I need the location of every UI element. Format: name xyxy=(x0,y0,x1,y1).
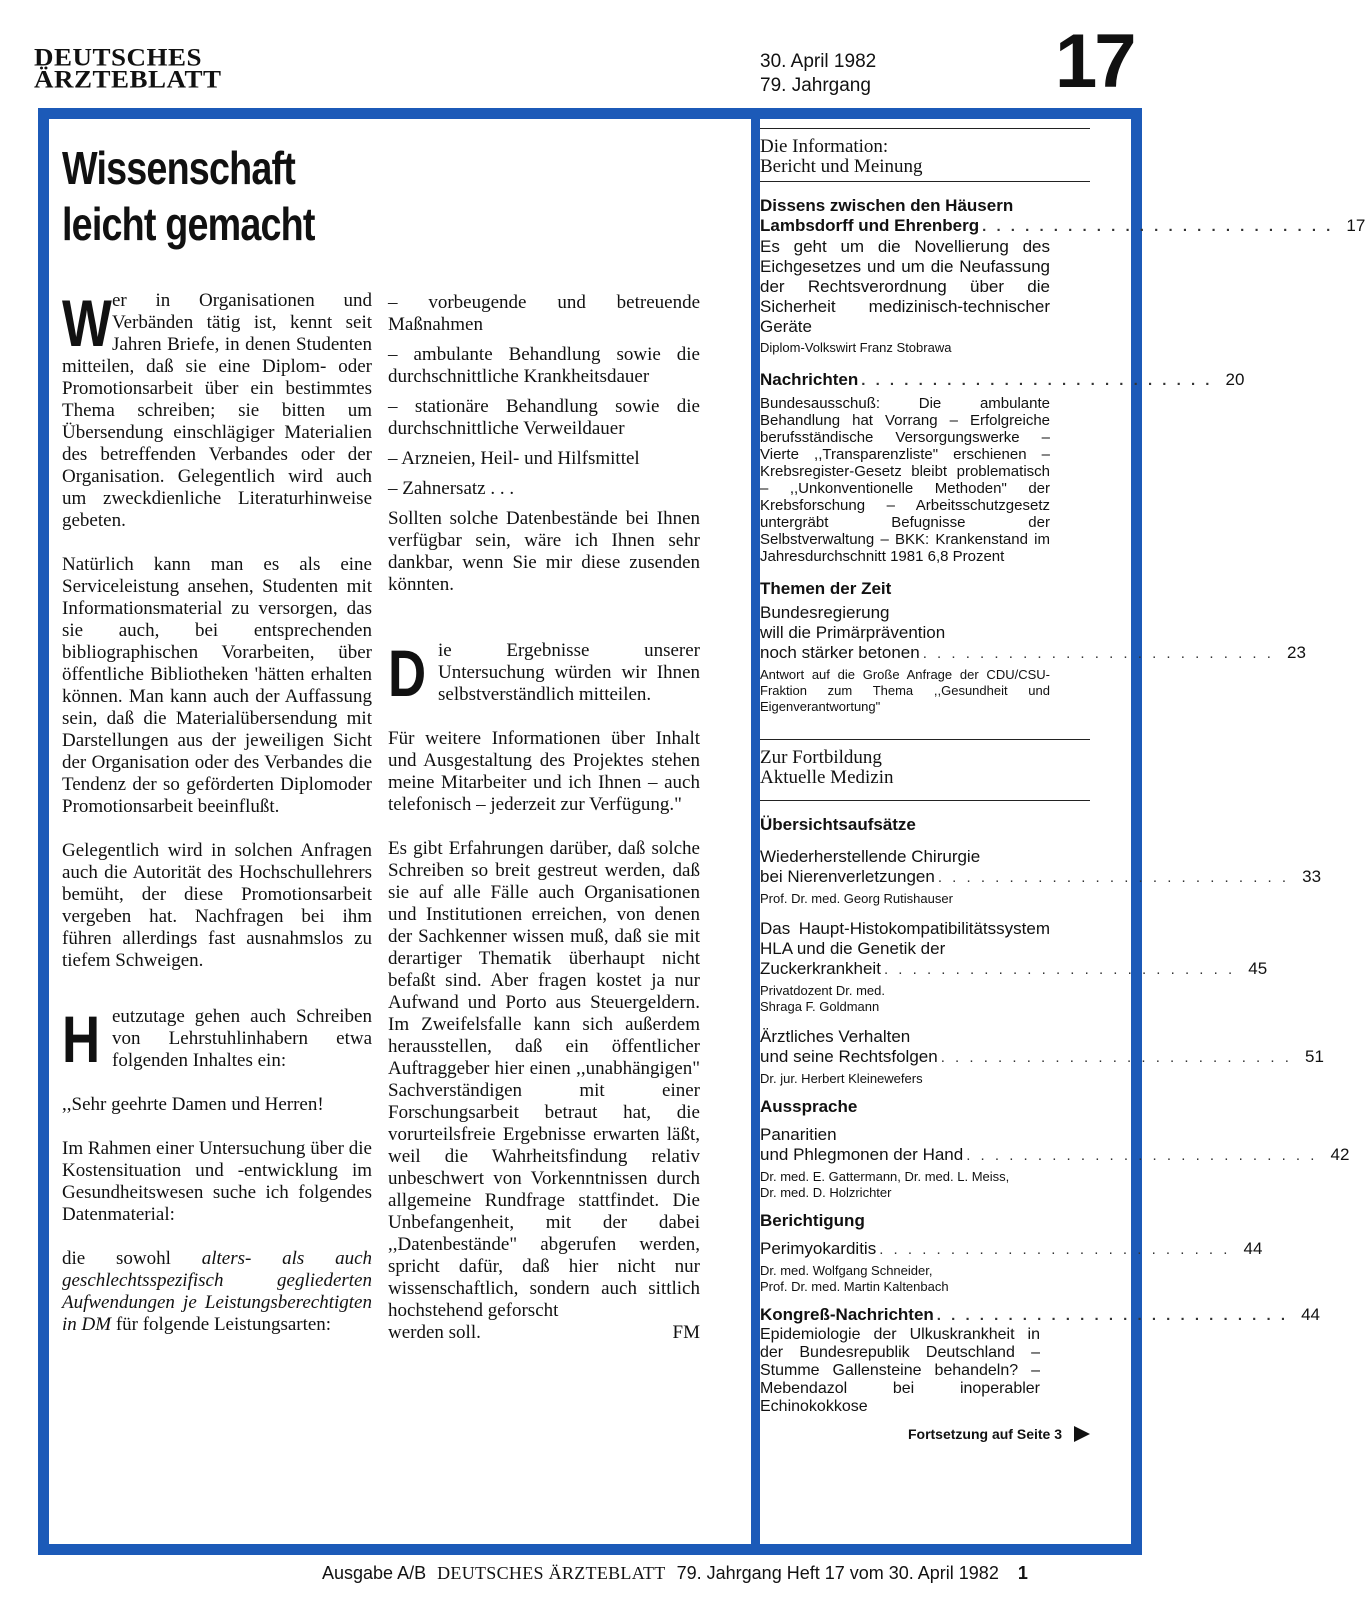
divider xyxy=(760,181,1090,182)
toc-entry-author: Shraga F. Goldmann xyxy=(760,999,880,1014)
toc-entry-line: und Phlegmonen der Hand xyxy=(760,1145,964,1164)
toc-entry[interactable] xyxy=(760,1211,1263,1295)
footer-masthead: DEUTSCHES ÄRZTEBLATT xyxy=(437,1563,666,1583)
paragraph: Für weitere Informationen über Inhalt und Ausgestaltung des Projektes stehen meine Mitarbeiter und ich Ihnen – auch telefonisch – jederzeit zur Verfügung." xyxy=(388,728,700,815)
toc-entry-author: Prof. Dr. med. Martin Kaltenbach xyxy=(760,1279,949,1294)
leader-dots: . . . . . . . . . . . . . . . . . . . . . . . . . xyxy=(936,1307,1289,1324)
headline-line2: leicht gemacht xyxy=(62,198,315,250)
toc-entry-title: Themen der Zeit xyxy=(760,579,892,598)
toc-entry-description: Bundesausschuß: Die ambulante Behandlung hat Vorrang – Erfolgreiche berufsständische Versorgungswerke – Vierte ,,Transparenzliste" erschienen – Krebsregister-Gesetz bleibt problematisch – ,,Unkonventionelle Methoden" der Krebsforschung – Arbeitsschutzgesetz untergräbt Befugnisse der Selbstverwaltung – BKK: Krankenstand im Jahresdurchschnitt 1981 6,8 Prozent xyxy=(760,395,1050,565)
toc-line xyxy=(760,643,1306,664)
paragraph xyxy=(388,838,700,1322)
divider xyxy=(760,800,1090,801)
footer-page-number: 1 xyxy=(1017,1563,1028,1583)
page-number: 42 xyxy=(1330,1145,1350,1164)
paragraph: Natürlich kann man es als eine Serviceleistung ansehen, Studenten mit Informationsmaterial zu versorgen, das sie auch, bei entsprechenden bibliographischen Vorarbeiten, über öffentliche Bibliotheken 'hätten erhalten können. Man kann auch der Auffassung sein, daß die Materialübersendung mit Darstellungen aus der jeweiligen Sicht der Organisation oder des Verbandes die Tendenz der so geförderten Diplomoder Promotionsarbeit beeinflußt. xyxy=(62,554,372,817)
drop-cap: W xyxy=(62,286,112,360)
toc-entry[interactable] xyxy=(760,579,1306,715)
page-number: 44 xyxy=(1243,1239,1263,1258)
leader-dots: . . . . . . . . . . . . . . . . . . . . . . . . . xyxy=(922,645,1274,662)
toc-entry[interactable] xyxy=(760,1305,1321,1416)
paragraph-text: Es gibt Erfahrungen darüber, daß solche Schreiben so breit gestreut werden, daß sie auf alle Fälle auch Organisationen und Institutionen erreichen, von denen der Sachkenner wissen muß, daß sie mit derartiger Thematik überhaupt nicht befaßt sind. Aber fragen kostet ja nur Aufwand und Porto aus Steuergeldern. Im Zweifelsfalle kann sich außerdem herausstellen, daß ein öffentlicher Auftraggeber hier einen ,,unabhängigen" Sachverständigen mit einer Forschungsarbeit betraut hat, die vorurteilsfreie Ergebnisse erwarten läßt, weil die Wahrheitsfindung relativ unbeschwert von Vorkenntnissen durch allgemeine Rundfrage stattfindet. Die Unbefangenheit, mit der dabei ,,Datenbestände" abgerufen werden, spricht dafür, daß hier nicht nur wissenschaftlich, sondern auch sittlich hochstehend geforscht xyxy=(388,838,700,1321)
continue-label: Fortsetzung auf Seite 3 xyxy=(907,1426,1062,1442)
paragraph: Gelegentlich wird in solchen Anfragen auch die Autorität des Hochschullehrers bemüht, der diese Promotionsarbeit vergeben hat. Nachfragen bei ihm führen allerdings fast ausnahmslos zu tiefem Schweigen. xyxy=(62,840,372,971)
toc-entry-title: Lambsdorff und Ehrenberg xyxy=(760,216,980,235)
leader-dots: . . . . . . . . . . . . . . . . . . . . . . . . . xyxy=(937,869,1290,886)
paragraph-text: er in Organisationen und Verbänden tätig ist, kennt seit Jahren Briefe, in denen Studenten mitteilen, daß sie eine Diplom- oder Promotionsarbeit über ein bestimmtes Thema schreiben; sie bitten um Übersendung einschlägiger Materialien des betreffenden Verbandes oder der Organisation. Gelegentlich wird auch um zweckdienliche Literaturhinweise gebeten. xyxy=(62,290,372,531)
list-item: – Arzneien, Heil- und Hilfsmittel xyxy=(388,448,640,469)
article-column-middle xyxy=(388,292,700,1344)
paragraph-text: für folgende Leistungsarten: xyxy=(111,1314,332,1335)
section-subtitle: Bericht und Meinung xyxy=(760,156,923,177)
leader-dots: . . . . . . . . . . . . . . . . . . . . . . . . . xyxy=(966,1147,1318,1164)
list-item: – Zahnersatz . . . xyxy=(388,478,515,499)
toc-entry-line: Das Haupt-Histokompatibilitätssystem HLA und die Genetik der xyxy=(760,919,1050,958)
toc-entry-line: Bundesregierung xyxy=(760,603,890,622)
toc-section-header xyxy=(760,129,1090,181)
toc-entry-title: Berichtigung xyxy=(760,1211,865,1230)
footer-edition: Ausgabe A/B xyxy=(322,1563,427,1583)
toc-entry-author: Dr. jur. Herbert Kleinewefers xyxy=(760,1071,923,1086)
article-column-left xyxy=(62,286,373,1358)
toc-entry[interactable] xyxy=(760,1097,1350,1201)
masthead-line1: DEUTSCHES xyxy=(34,42,203,72)
toc-entry-author: Diplom-Volkswirt Franz Stobrawa xyxy=(760,340,952,355)
toc-line xyxy=(760,1239,1263,1260)
section-title: Zur Fortbildung xyxy=(760,747,882,768)
drop-cap: H xyxy=(62,1002,101,1076)
toc-entry-line: bei Nierenverletzungen xyxy=(760,867,935,886)
toc-entry-title: Dissens zwischen den Häusern xyxy=(760,196,1014,215)
article-headline xyxy=(62,140,315,252)
toc-subentry[interactable] xyxy=(760,919,1268,1015)
toc-line xyxy=(760,959,1268,980)
issue-info xyxy=(760,50,876,98)
toc-entry-description: Epidemiologie der Ulkuskrankheit in der Bundesrepublik Deutschland – Stumme Gallensteine behandeln? – Mebendazol bei inoperabler Echinokokkose xyxy=(760,1326,1040,1415)
toc-entry-title: Kongreß-Nachrichten xyxy=(760,1305,934,1324)
paragraph-text: die sowohl xyxy=(62,1248,202,1269)
section-subtitle: Aktuelle Medizin xyxy=(760,767,894,788)
frame-divider xyxy=(751,108,760,1555)
toc-line xyxy=(760,1047,1324,1068)
leader-dots: . . . . . . . . . . . . . . . . . . . . . . . . . xyxy=(940,1049,1292,1066)
toc-line xyxy=(760,216,1365,237)
toc-line xyxy=(760,1145,1350,1166)
toc-entry-line: will die Primärprävention xyxy=(760,623,946,642)
toc-entry-line: Zuckerkrankheit xyxy=(760,959,881,978)
paragraph: Sollten solche Datenbestände bei Ihnen verfügbar sein, wäre ich Ihnen sehr dankbar, wenn Sie mir diese zusenden könnten. xyxy=(388,508,700,595)
toc-entry-author: Dr. med. D. Holzrichter xyxy=(760,1185,892,1200)
issue-date: 30. April 1982 xyxy=(760,51,877,72)
issue-volume: 79. Jahrgang xyxy=(760,75,871,96)
page-number: 20 xyxy=(1225,370,1245,389)
page-number: 23 xyxy=(1287,643,1306,662)
page-number: 45 xyxy=(1248,959,1268,978)
page-number: 44 xyxy=(1301,1305,1321,1324)
page-footer xyxy=(322,1562,1028,1584)
toc-entry-line: noch stärker betonen xyxy=(760,643,920,662)
toc-entry[interactable] xyxy=(760,370,1245,565)
list-item: – ambulante Behandlung sowie die durchschnittliche Krankheitsdauer xyxy=(388,344,700,387)
page-number: 33 xyxy=(1302,867,1322,886)
toc-entry-author: Dr. med. Wolfgang Schneider, xyxy=(760,1263,933,1278)
table-of-contents xyxy=(760,128,1365,1442)
footer-issue: 79. Jahrgang Heft 17 vom 30. April 1982 xyxy=(676,1563,999,1583)
page-number: 17 xyxy=(1346,216,1365,235)
masthead-logo xyxy=(34,42,222,94)
toc-entry-description: Es geht um die Novellierung des Eichgesetzes und um die Neufassung der Rechtsverordnung über die Sicherheit medizinisch-technischer Geräte xyxy=(760,237,1050,336)
leader-dots: . . . . . . . . . . . . . . . . . . . . . . . . . xyxy=(982,218,1334,235)
paragraph-text: ie Ergebnisse unserer Untersuchung würden wir Ihnen selbstverständlich mitteilen. xyxy=(438,640,700,705)
author-signature: FM xyxy=(672,1322,700,1343)
toc-entry-line: Perimyokarditis xyxy=(760,1239,877,1258)
paragraph xyxy=(62,286,372,532)
emphasis-text: alters- als auch geschlechtsspezifisch gegliederten Aufwendungen je Leistungsberechtigten in DM xyxy=(62,1248,373,1335)
toc-entry-author: Privatdozent Dr. med. xyxy=(760,983,885,998)
toc-entry xyxy=(760,815,1324,1087)
toc-entry-line: und seine Rechtsfolgen xyxy=(760,1047,938,1066)
closing-line xyxy=(388,1322,700,1344)
paragraph-text: eutzutage gehen auch Schreiben von Lehrstuhlinhabern etwa folgenden Inhaltes ein: xyxy=(112,1006,372,1071)
page-number: 51 xyxy=(1304,1047,1324,1066)
list-item: – vorbeugende und betreuende Maßnahmen xyxy=(388,292,700,335)
arrow-right-icon xyxy=(1074,1426,1090,1442)
drop-cap: D xyxy=(388,636,427,710)
toc-subentry[interactable] xyxy=(760,1027,1324,1087)
toc-section-header xyxy=(760,740,1090,800)
list-item: – stationäre Behandlung sowie die durchschnittliche Verweildauer xyxy=(388,396,700,439)
toc-entry-title: Nachrichten xyxy=(760,370,859,389)
paragraph: ,,Sehr geehrte Damen und Herren! xyxy=(62,1094,324,1115)
leader-dots: . . . . . . . . . . . . . . . . . . . . . . . . . xyxy=(879,1241,1231,1258)
section-title: Die Information: xyxy=(760,136,889,157)
toc-subentry[interactable] xyxy=(760,847,1322,907)
paragraph xyxy=(62,1248,372,1336)
toc-entry-line: Panaritien xyxy=(760,1125,837,1144)
continue-link[interactable] xyxy=(760,1426,1090,1442)
toc-entry-author: Dr. med. E. Gattermann, Dr. med. L. Meiss, xyxy=(760,1169,1010,1184)
leader-dots: . . . . . . . . . . . . . . . . . . . . . . . . . xyxy=(883,961,1236,978)
toc-entry-line: Ärztliches Verhalten xyxy=(760,1027,911,1046)
toc-entry-title: Aussprache xyxy=(760,1097,858,1116)
toc-line xyxy=(760,370,1245,391)
masthead-line2: ÄRZTEBLATT xyxy=(34,64,222,94)
leader-dots: . . . . . . . . . . . . . . . . . . . . . . . . . xyxy=(861,372,1213,389)
headline-line1: Wissenschaft xyxy=(62,142,295,194)
issue-number: 17 xyxy=(1055,19,1134,104)
paragraph xyxy=(388,636,700,710)
toc-entry[interactable] xyxy=(760,196,1365,356)
paragraph xyxy=(62,1002,372,1076)
paragraph: Im Rahmen einer Untersuchung über die Kostensituation und -entwicklung im Gesundheitswesen suche ich folgendes Datenmaterial: xyxy=(62,1138,372,1225)
toc-entry-author: Prof. Dr. med. Georg Rutishauser xyxy=(760,891,953,906)
toc-entry-line: Wiederherstellende Chirurgie xyxy=(760,847,981,866)
toc-line xyxy=(760,1305,1321,1326)
toc-entry-title: Übersichtsaufsätze xyxy=(760,815,916,834)
toc-line xyxy=(760,867,1322,888)
toc-entry-description: Antwort auf die Große Anfrage der CDU/CSU-Fraktion zum Thema ,,Gesundheit und Eigenverantwortung" xyxy=(760,667,1050,714)
paragraph-end: werden soll. xyxy=(388,1322,481,1343)
